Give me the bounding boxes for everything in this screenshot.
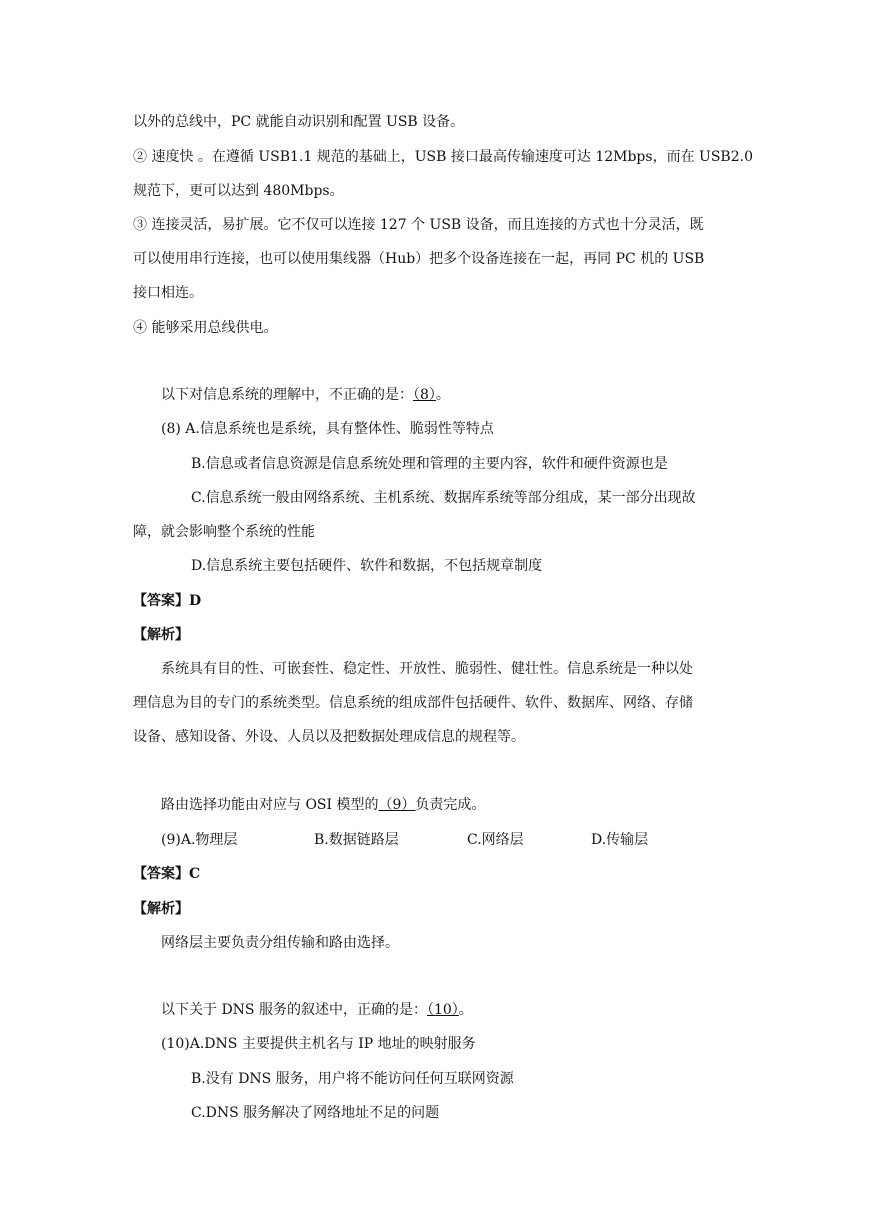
q9-analysis-title: 【解析】 [133,901,189,917]
intro-line-3: 规范下，更可以达到 480Mbps。 [133,183,344,199]
q8-option-d: D.信息系统主要包括硬件、软件和数据，不包括规章制度 [191,558,543,574]
q8-stem-text: 以下对信息系统的理解中，不正确的是： [161,387,413,403]
q10-blank: （10） [426,1002,459,1018]
q8-analysis-line-2: 理信息为目的专门的系统类型。信息系统的组成部件包括硬件、软件、数据库、网络、存储 [133,695,693,711]
q9-option-c: C.网络层 [467,832,524,848]
q8-analysis-line-1: 系统具有目的性、可嵌套性、稳定性、开放性、脆弱性、健壮性。信息系统是一种以处 [161,661,693,677]
q8-option-a: (8) A.信息系统也是系统，具有整体性、脆弱性等特点 [161,421,494,437]
q10-option-a: (10)A.DNS 主要提供主机名与 IP 地址的映射服务 [161,1036,476,1052]
q8-analysis-line-3: 设备、感知设备、外设、人员以及把数据处理成信息的规程等。 [133,729,525,745]
q10-option-c: C.DNS 服务解决了网络地址不足的问题 [191,1105,440,1121]
q9-option-b: B.数据链路层 [314,832,399,848]
q10-option-b: B.没有 DNS 服务，用户将不能访问任何互联网资源 [191,1071,514,1087]
intro-line-7: ④ 能够采用总线供电。 [133,320,278,336]
q10-stem [161,1001,473,1019]
q9-option-d: D.传输层 [591,832,649,848]
intro-line-4: ③ 连接灵活，易扩展。它不仅可以连接 127 个 USB 设备，而且连接的方式也十分灵活，既 [133,217,704,233]
q9-analysis-line-1: 网络层主要负责分组传输和路由选择。 [161,935,399,951]
intro-line-1: 以外的总线中，PC 就能自动识别和配置 USB 设备。 [133,114,465,130]
q9-stem [161,796,485,814]
q10-stem-end: 。 [458,1002,473,1018]
q9-stem-end: 负责完成。 [415,797,486,813]
q8-stem [161,386,450,404]
q8-blank: （8） [413,387,436,403]
q8-analysis-title: 【解析】 [133,627,189,643]
q10-stem-text: 以下关于 DNS 服务的叙述中，正确的是： [161,1002,427,1018]
intro-line-5: 可以使用串行连接，也可以使用集线器（Hub）把多个设备连接在一起，再同 PC 机的 USB [133,251,705,267]
q8-option-c-line-2: 障，就会影响整个系统的性能 [133,524,315,540]
q8-option-b: B.信息或者信息资源是信息系统处理和管理的主要内容，软件和硬件资源也是 [191,456,668,472]
q8-stem-end: 。 [435,387,450,403]
intro-line-2: ② 速度快 。在遵循 USB1.1 规范的基础上，USB 接口最高传输速度可达 12Mbps，而在 USB2.0 [133,149,753,165]
q9-stem-text: 路由选择功能由对应与 OSI 模型的 [161,797,379,813]
intro-line-6: 接口相连。 [133,285,203,301]
q9-option-a: (9)A.物理层 [161,832,238,848]
q9-blank: （9） [378,797,416,813]
q8-option-c-line-1: C.信息系统一般由网络系统、主机系统、数据库系统等部分组成，某一部分出现故 [191,490,696,506]
q9-answer: 【答案】C [133,866,201,882]
q8-answer: 【答案】D [133,593,202,609]
